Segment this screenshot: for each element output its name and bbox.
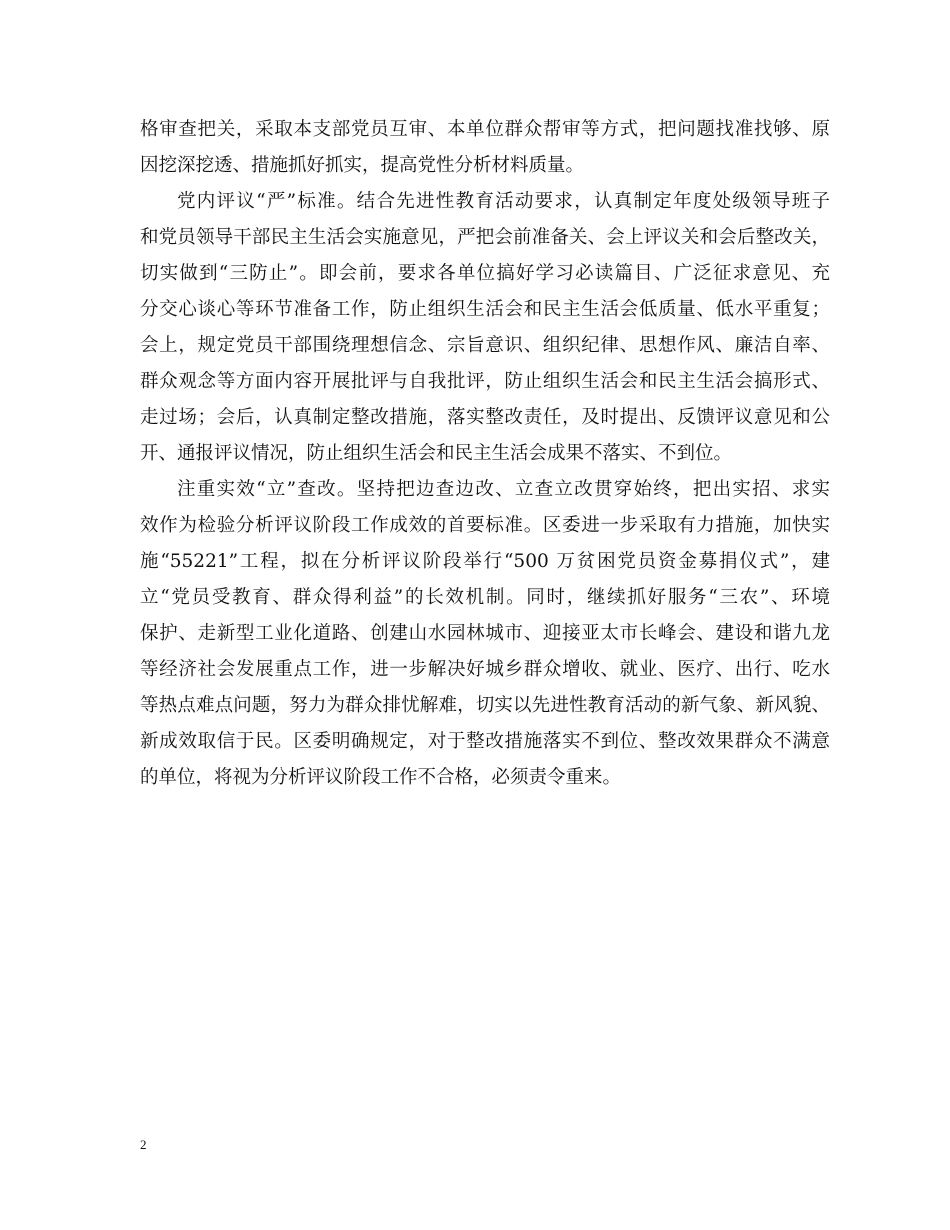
text-line: 的单位，将视为分析评议阶段工作不合格，必须责令重来。 [140,767,622,788]
text-line: 等经济社会发展重点工作，进一步解决好城乡群众增收、就业、医疗、出行、吃水 [140,659,830,680]
text-line: 保护、走新型工业化道路、创建山水园林城市、迎接亚太市长峰会、建设和谐九龙 [140,623,830,644]
page-number: 2 [140,1137,147,1152]
text-line: 切实做到“三防止”。即会前，要求各单位搞好学习必读篇目、广泛征求意见、充 [140,263,830,284]
text-line: 开、通报评议情况，防止组织生活会和民主生活会成果不落实、不到位。 [140,443,733,464]
text-line: 和党员领导干部民主生活会实施意见，严把会前准备关、会上评议关和会后整改关， [140,227,830,248]
body-text [140,112,830,796]
paragraph-rectification [140,472,830,796]
text-line: 新成效取信于民。区委明确规定，对于整改措施落实不到位、整改效果群众不满意 [140,731,830,752]
text-line: 格审查把关，采取本支部党员互审、本单位群众帮审等方式，把问题找准找够、原 [140,119,830,140]
text-line: 施“55221”工程，拟在分析评议阶段举行“500 万贫困党员资金募捐仪式”，建 [140,551,830,572]
text-line: 注重实效“立”查改。坚持把边查边改、立查立改贯穿始终，把出实招、求实 [177,479,830,500]
text-line: 立“党员受教育、群众得利益”的长效机制。同时，继续抓好服务“三农”、环境 [140,587,830,608]
text-line: 会上，规定党员干部围绕理想信念、宗旨意识、组织纪律、思想作风、廉洁自率、 [140,335,830,356]
paragraph-continuation [140,112,830,184]
text-line: 群众观念等方面内容开展批评与自我批评，防止组织生活会和民主生活会搞形式、 [140,371,830,392]
text-line: 党内评议“严”标准。结合先进性教育活动要求，认真制定年度处级领导班子 [177,191,830,212]
text-line: 等热点难点问题，努力为群众排忧解难，切实以先进性教育活动的新气象、新风貌、 [140,695,830,716]
text-line: 分交心谈心等环节准备工作，防止组织生活会和民主生活会低质量、低水平重复； [140,299,830,320]
paragraph-party-review [140,184,830,472]
text-line: 走过场；会后，认真制定整改措施，落实整改责任，及时提出、反馈评议意见和公 [140,407,830,428]
text-line: 因挖深挖透、措施抓好抓实，提高党性分析材料质量。 [140,155,585,176]
text-line: 效作为检验分析评议阶段工作成效的首要标准。区委进一步采取有力措施，加快实 [140,515,830,536]
